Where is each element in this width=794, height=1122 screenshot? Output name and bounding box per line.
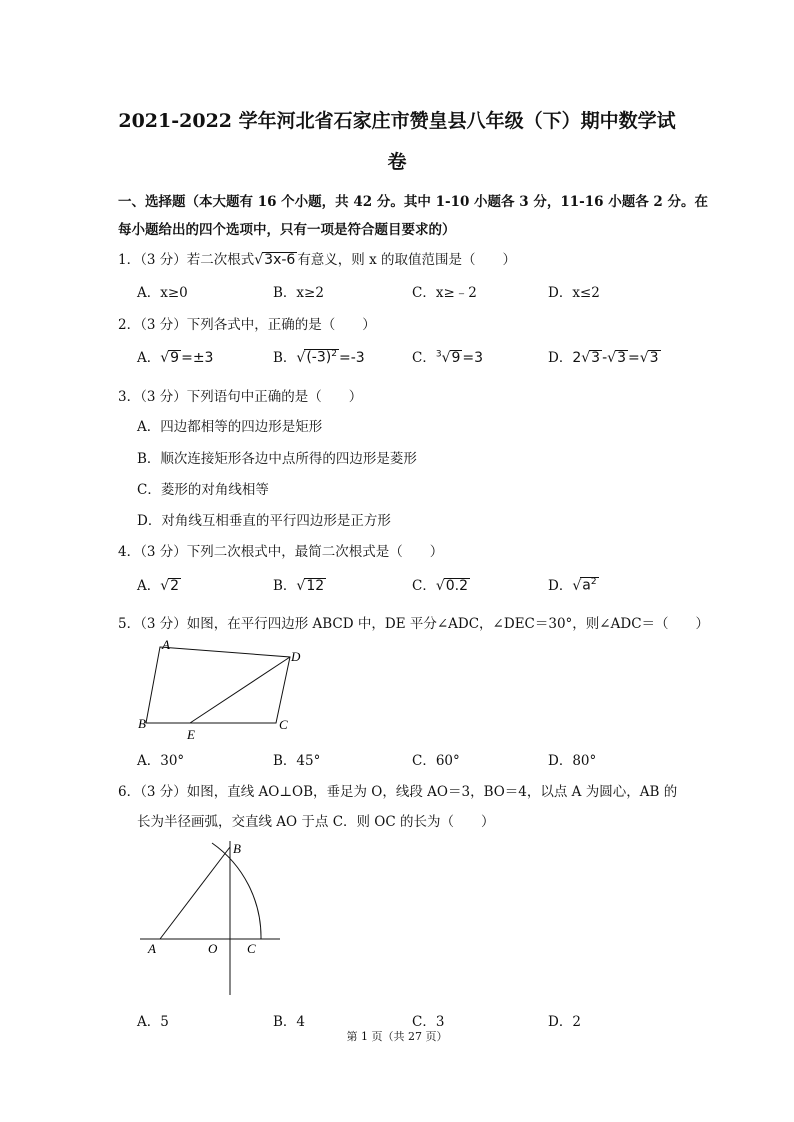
label-b: B [233, 841, 241, 856]
label-c: C [279, 717, 288, 732]
q2-d-radicand-3: 3 [649, 350, 659, 366]
q4-d-radicand: a [582, 578, 591, 594]
q6-geometry-figure [130, 835, 290, 1000]
q2-option-c: C．$^3$√9 =3 [412, 349, 484, 366]
q4-b-radicand: 12 [306, 578, 325, 594]
question-5-stem: 5．（3 分）如图，在平行四边形 ABCD 中，DE 平分∠ADC，∠DEC＝30°，则∠ADC＝（ ） [118, 616, 710, 632]
label-e: E [187, 727, 195, 740]
q3-option-b: B．顺次连接矩形各边中点所得的四边形是菱形 [137, 451, 417, 467]
q1-option-b: B．x≥2 [273, 285, 324, 301]
q5-option-b: B．45° [273, 753, 321, 769]
q2-option-d: D．2√3 -√3 =√3 [548, 350, 659, 366]
q4-c-radicand: 0.2 [445, 578, 469, 594]
label-b: B [138, 716, 146, 731]
section-header-line1: 一、选择题（本大题有 16 个小题，共 42 分。其中 1-10 小题各 3 分，11-16 小题各 2 分。在 [118, 194, 709, 210]
q4-option-d: D．$√a^2$ [548, 577, 597, 594]
q4-option-b: B．√12 [273, 578, 325, 594]
question-4-stem: 4．（3 分）下列二次根式中，最简二次根式是（ ） [118, 544, 444, 560]
q2-option-a: A．√9 =±3 [137, 350, 214, 366]
q3-option-c: C．菱形的对角线相等 [137, 482, 269, 498]
q4-d-label: D． [548, 578, 573, 594]
q1-option-c: C．x≥﹣2 [412, 285, 477, 301]
label-a: A [148, 941, 156, 956]
q5-parallelogram-figure [130, 635, 310, 740]
label-o: O [208, 941, 218, 956]
arc-bc [212, 843, 261, 939]
parallelogram-abcd [146, 647, 290, 723]
q2-d-minus: - [602, 350, 608, 366]
q2-c-label: C． [412, 350, 436, 366]
q2-b-rest: =-3 [338, 350, 365, 366]
q2-d-label: D． [548, 350, 573, 366]
label-c: C [247, 941, 256, 956]
q2-a-radicand: 9 [170, 350, 180, 366]
q5-option-a: A．30° [137, 753, 185, 769]
q6-option-d: D．2 [548, 1014, 581, 1030]
q4-c-label: C． [412, 578, 436, 594]
question-3-stem: 3．（3 分）下列语句中正确的是（ ） [118, 389, 363, 405]
q3-option-a: A．四边都相等的四边形是矩形 [137, 419, 323, 435]
q4-a-label: A． [137, 578, 161, 594]
label-d: D [291, 649, 301, 664]
label-a: A [162, 637, 170, 652]
q6-option-a: A．5 [137, 1014, 169, 1030]
q1-option-d: D．x≤2 [548, 285, 600, 301]
q2-a-rest: =±3 [181, 350, 214, 366]
q5-option-d: D．80° [548, 753, 597, 769]
segment-ab [160, 847, 230, 939]
q2-b-label: B． [273, 350, 297, 366]
q1-prefix: 1．（3 分）若二次根式 [118, 252, 255, 268]
page-title-line1: 2021-2022 学年河北省石家庄市赞皇县八年级（下）期中数学试 [118, 110, 676, 132]
q5-option-c: C．60° [412, 753, 460, 769]
page-footer: 第 1 页（共 27 页） [346, 1030, 448, 1043]
question-1-stem: 1．（3 分）若二次根式√3x-6 有意义，则 x 的取值范围是（ ） [118, 252, 517, 268]
page-title-line2: 卷 [387, 151, 407, 173]
q2-b-radicand: (-3) [306, 350, 332, 366]
q3-option-d: D．对角线互相垂直的平行四边形是正方形 [137, 513, 391, 529]
q2-c-index: 3 [435, 349, 442, 360]
q2-d-coef: 2 [572, 350, 582, 366]
q2-c-radicand: 9 [451, 350, 461, 366]
question-6-stem-line1: 6．（3 分）如图，直线 AO⊥OB，垂足为 O，线段 AO＝3，BO＝4，以点 A 为圆心，AB 的 [118, 784, 678, 800]
q4-option-c: C．√0.2 [412, 578, 469, 594]
q2-d-radicand-2: 3 [617, 350, 626, 366]
q1-option-a: A．x≥0 [137, 285, 188, 301]
q4-b-label: B． [273, 578, 297, 594]
q2-d-radicand-1: 3 [591, 350, 601, 366]
q4-a-radicand: 2 [170, 578, 180, 594]
segment-de [190, 657, 290, 723]
q1-suffix: 有意义，则 x 的取值范围是（ ） [297, 252, 517, 268]
q2-a-label: A． [137, 350, 161, 366]
q6-option-c: C．3 [412, 1014, 445, 1030]
q4-option-a: A．√2 [137, 578, 180, 594]
question-2-stem: 2．（3 分）下列各式中，正确的是（ ） [118, 317, 376, 333]
q1-radicand: 3x-6 [264, 252, 296, 268]
q2-d-equals: = [628, 350, 640, 366]
q2-c-rest: =3 [462, 350, 484, 366]
q6-option-b: B．4 [273, 1014, 306, 1030]
question-6-stem-line2: 长为半径画弧，交直线 AO 于点 C．则 OC 的长为（ ） [137, 814, 495, 830]
q4-d-exponent: 2 [590, 577, 597, 588]
q2-b-exponent: 2 [331, 349, 337, 360]
q2-option-b: B．$√(-3)^2 =-3$ [273, 349, 365, 366]
section-header-line2: 每小题给出的四个选项中，只有一项是符合题目要求的） [118, 222, 456, 238]
